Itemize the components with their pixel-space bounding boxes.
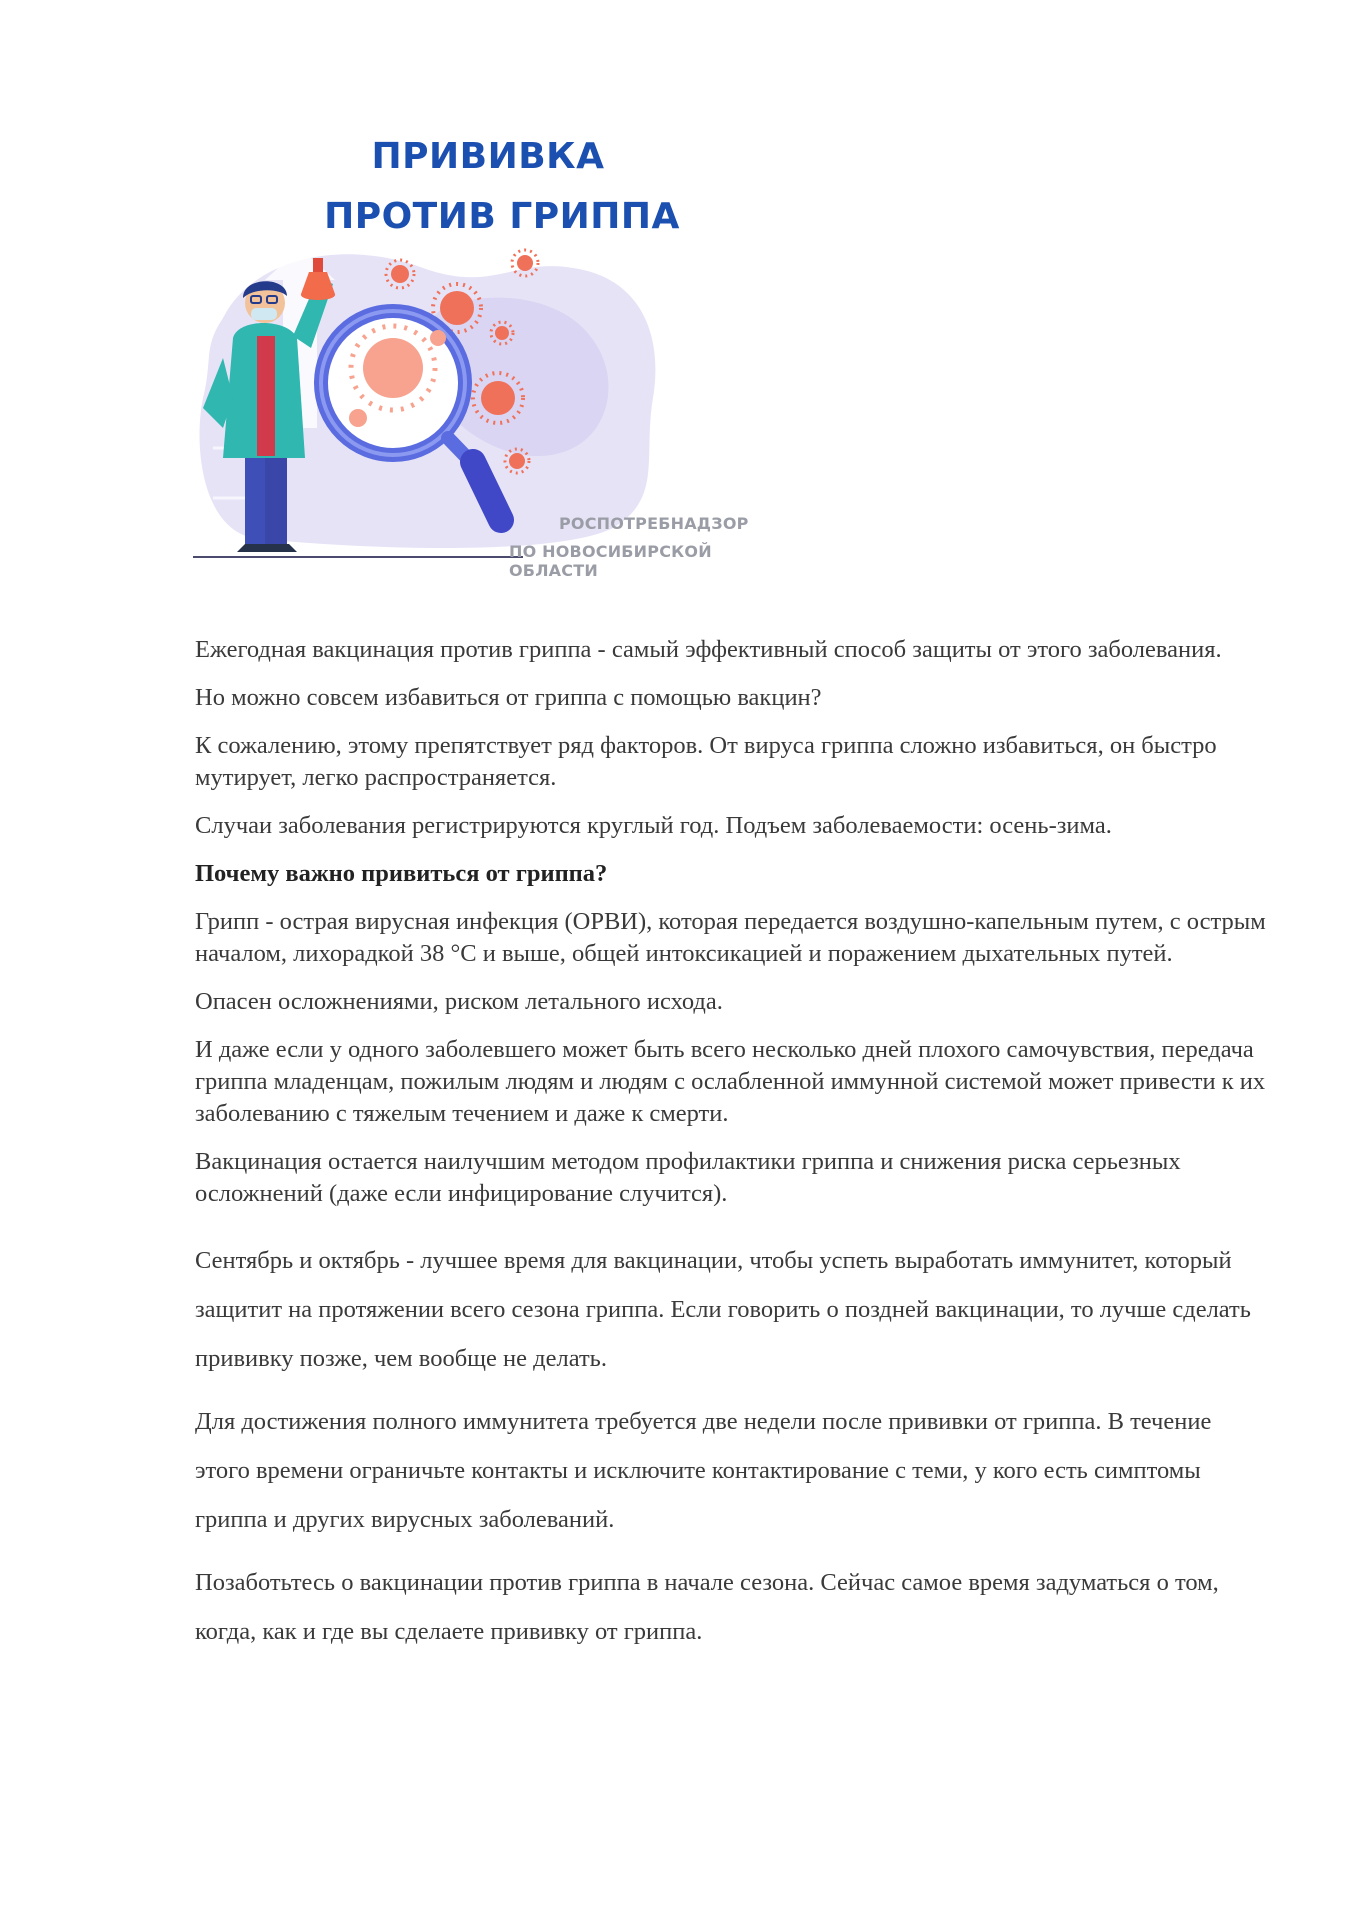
paragraph: Сентябрь и октябрь - лучшее время для вакцинации, чтобы успеть выработать иммунитет, который защитит на протяжении всего сезона гриппа. Если говорить о поздней вакцинации, то лучше сделать прививку позже, чем вообще не делать. [195, 1247, 1251, 1372]
paragraph: Опасен осложнениями, риском летального исхода. [195, 988, 723, 1015]
paragraph: И даже если у одного заболевшего может быть всего несколько дней плохого самочувствия, передача гриппа младенцам, пожилым людям и людям с ослабленной иммунной системой может привести к их заболеванию с тяжелым течением и даже к смерти. [195, 1036, 1266, 1127]
paragraph: Вакцинация остается наилучшим методом профилактики гриппа и снижения риска серьезных осложнений (даже если инфицирование случится). [195, 1148, 1181, 1207]
paragraph: Для достижения полного иммунитета требуется две недели после прививки от гриппа. В течение этого времени ограничьте контакты и исключите контактирование с теми, у кого есть симптомы гриппа и других вирусных заболеваний. [195, 1408, 1212, 1533]
banner-org-line2: ПО НОВОСИБИРСКОЙ ОБЛАСТИ [509, 542, 712, 580]
flu-vaccination-banner [193, 128, 803, 580]
paragraph: Случаи заболевания регистрируются круглый год. Подъем заболеваемости: осень-зима. [195, 812, 1112, 839]
section-heading: Почему важно привиться от гриппа? [195, 860, 608, 887]
paragraph: Ежегодная вакцинация против гриппа - самый эффективный способ защиты от этого заболевания. [195, 636, 1222, 663]
article-body [195, 634, 1270, 1670]
paragraph: Позаботьтесь о вакцинации против гриппа в начале сезона. Сейчас самое время задуматься о том, когда, как и где вы сделаете прививку от гриппа. [195, 1569, 1219, 1645]
banner-org-line1: РОСПОТРЕБНАДЗОР [559, 514, 749, 533]
banner-title-line1: ПРИВИВКА [371, 136, 605, 177]
paragraph: К сожалению, этому препятствует ряд факторов. От вируса гриппа сложно избавиться, он быстро мутирует, легко распространяется. [195, 732, 1217, 791]
banner-title-line2: ПРОТИВ ГРИППА [324, 196, 680, 237]
paragraph: Грипп - острая вирусная инфекция (ОРВИ), которая передается воздушно-капельным путем, с острым началом, лихорадкой 38 °С и выше, общей интоксикацией и поражением дыхательных путей. [195, 908, 1266, 967]
paragraph: Но можно совсем избавиться от гриппа с помощью вакцин? [195, 684, 822, 711]
